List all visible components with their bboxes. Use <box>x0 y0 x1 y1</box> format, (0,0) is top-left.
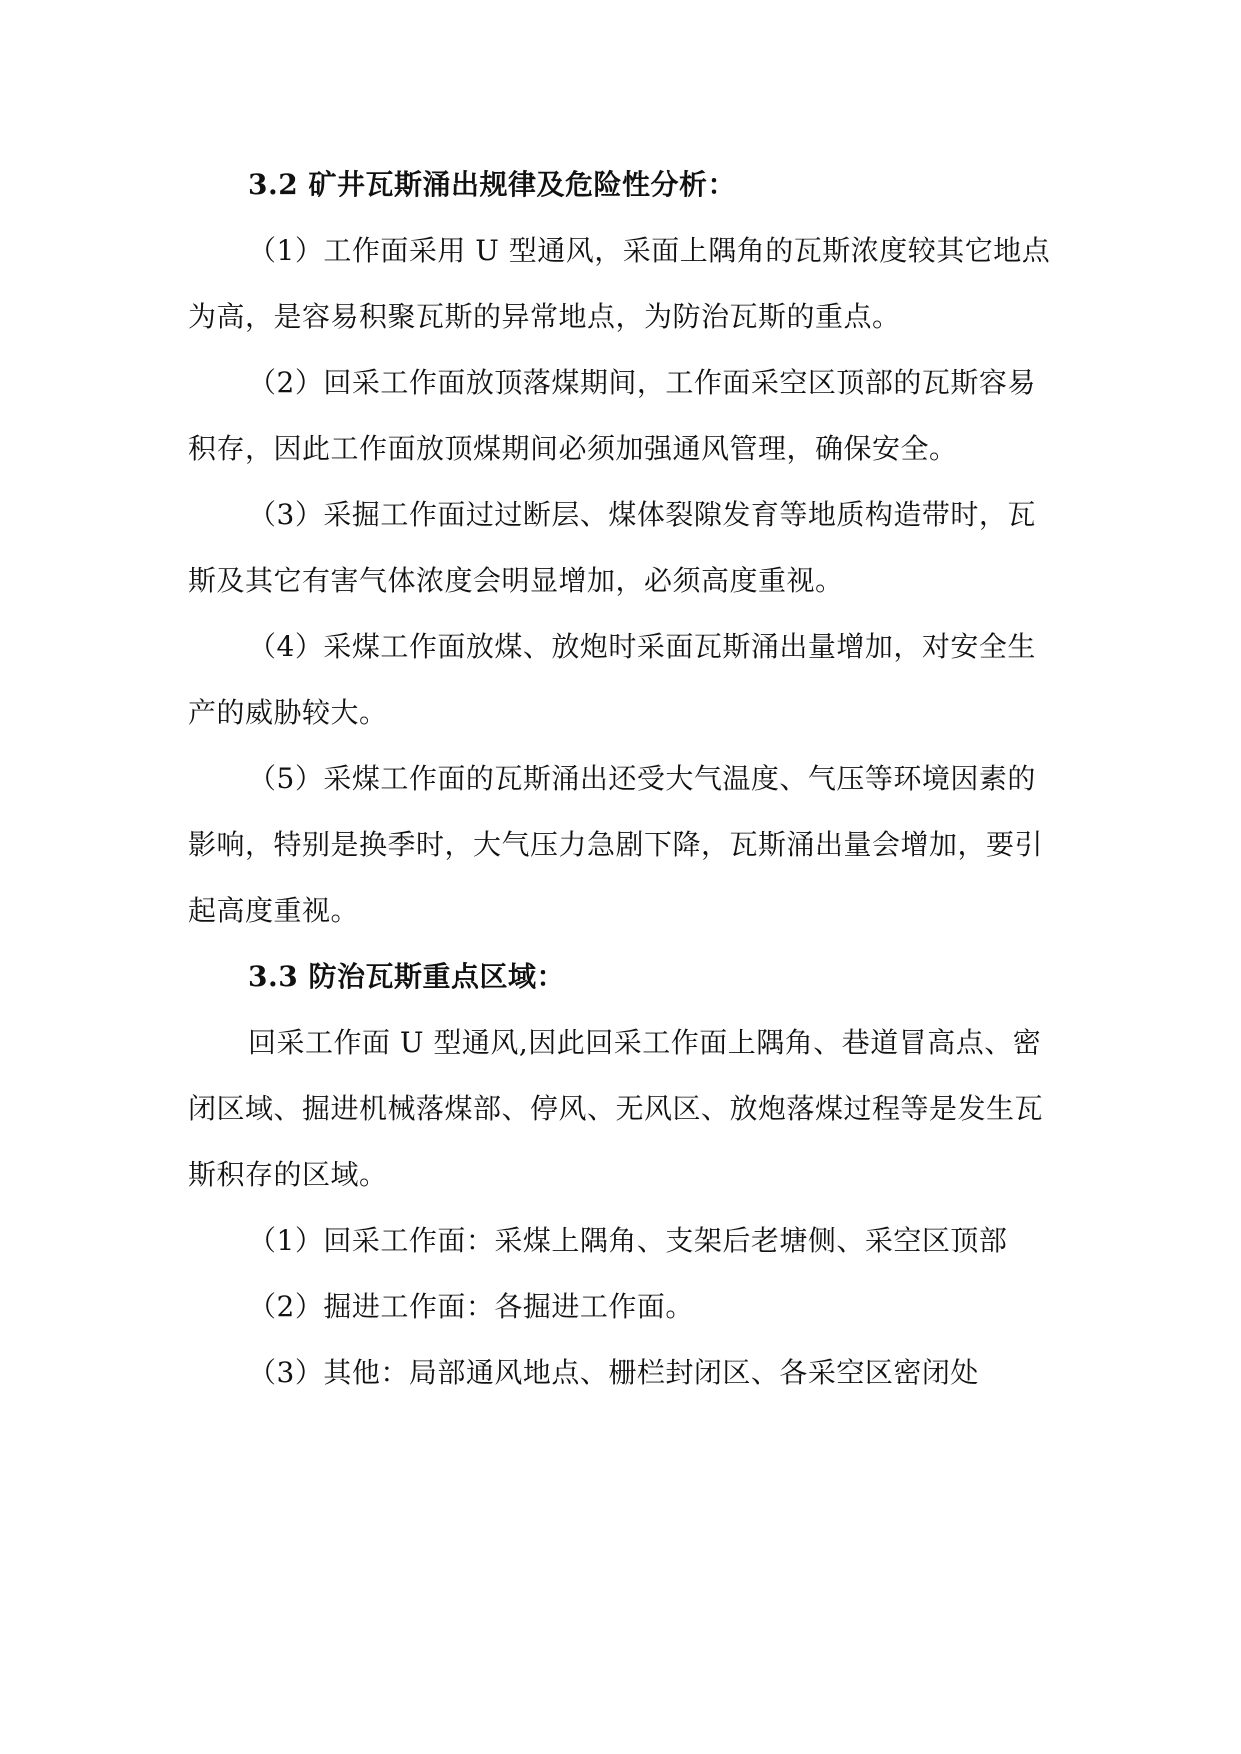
paragraph-line: 斯积存的区域。 <box>188 1158 388 1191</box>
paragraph-line: （1）工作面采用 U 型通风，采面上隅角的瓦斯浓度较其它地点 <box>248 234 1051 267</box>
list-item: （2）掘进工作面：各掘进工作面。 <box>248 1290 694 1323</box>
paragraph-line: 产的威胁较大。 <box>188 696 388 729</box>
paragraph-line: （5）采煤工作面的瓦斯涌出还受大气温度、气压等环境因素的 <box>248 762 1036 795</box>
paragraph-line: 回采工作面 U 型通风,因此回采工作面上隅角、巷道冒高点、密 <box>248 1026 1042 1059</box>
paragraph-line: 起高度重视。 <box>188 894 360 927</box>
paragraph-line: 影响，特别是换季时，大气压力急剧下降，瓦斯涌出量会增加，要引 <box>188 828 1044 861</box>
section-3-3-heading: 3.3 防治瓦斯重点区域： <box>248 960 565 993</box>
paragraph-line: 为高，是容易积聚瓦斯的异常地点，为防治瓦斯的重点。 <box>188 300 901 333</box>
paragraph-line: 闭区域、掘进机械落煤部、停风、无风区、放炮落煤过程等是发生瓦 <box>188 1092 1044 1125</box>
section-3-2-heading: 3.2 矿井瓦斯涌出规律及危险性分析： <box>248 168 736 201</box>
paragraph-line: （3）采掘工作面过过断层、煤体裂隙发育等地质构造带时，瓦 <box>248 498 1036 531</box>
paragraph-line: （4）采煤工作面放煤、放炮时采面瓦斯涌出量增加，对安全生 <box>248 630 1036 663</box>
paragraph-line: 积存，因此工作面放顶煤期间必须加强通风管理，确保安全。 <box>188 432 958 465</box>
list-item: （3）其他：局部通风地点、栅栏封闭区、各采空区密闭处 <box>248 1356 979 1389</box>
list-item: （1）回采工作面：采煤上隅角、支架后老塘侧、采空区顶部 <box>248 1224 1008 1257</box>
paragraph-line: 斯及其它有害气体浓度会明显增加，必须高度重视。 <box>188 564 844 597</box>
paragraph-line: （2）回采工作面放顶落煤期间，工作面采空区顶部的瓦斯容易 <box>248 366 1036 399</box>
